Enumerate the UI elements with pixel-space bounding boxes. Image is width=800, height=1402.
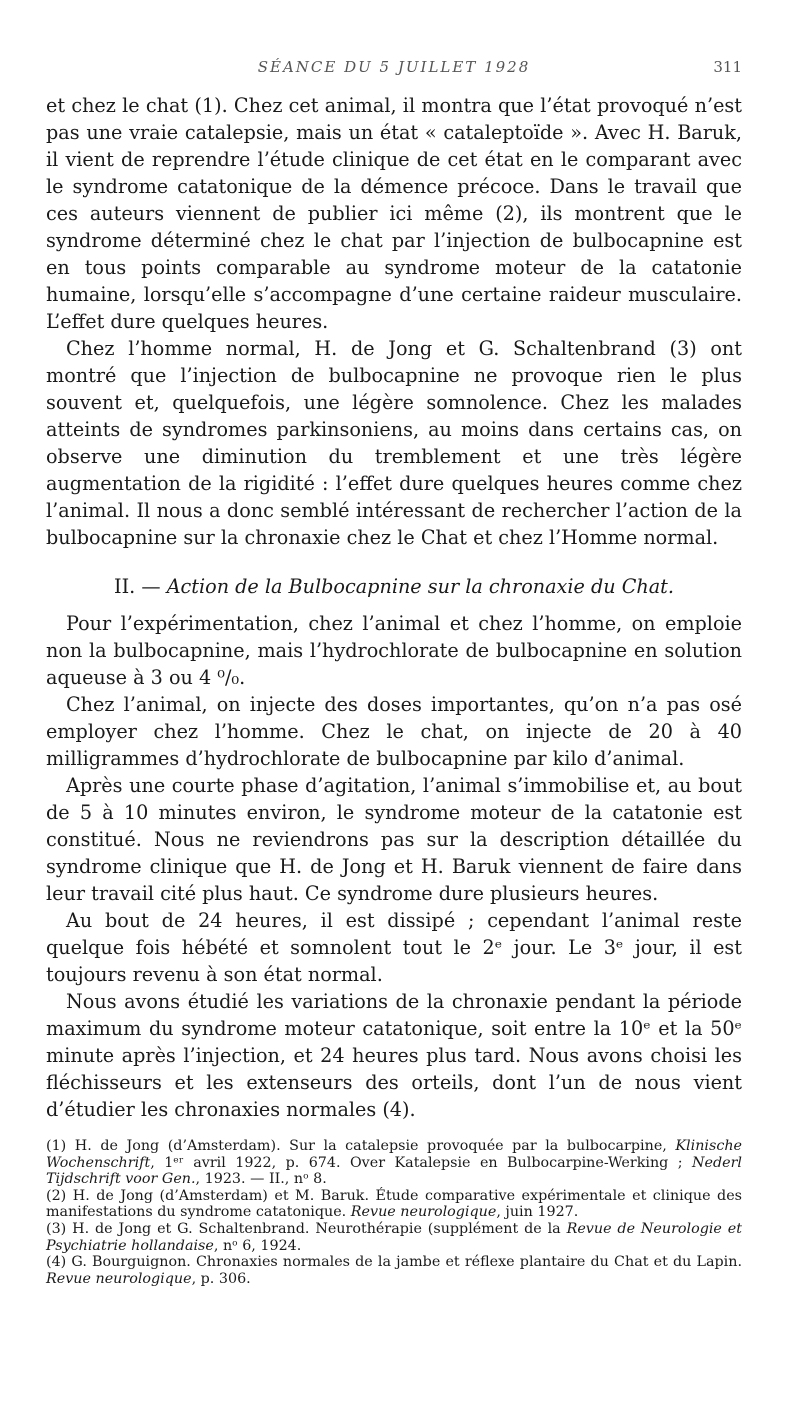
footnote-journal: Revue neurologique [46,1270,192,1287]
page-number: 311 [713,58,742,76]
footnote-4 [46,1254,742,1287]
footnotes [46,1138,742,1287]
footnote-text: (4) G. Bourguignon. Chronaxies normales de la jambe et réflexe plantaire du Chat et du Lapin. [46,1254,742,1271]
paragraph-7: Nous avons étudié les variations de la chronaxie pendant la période maximum du syndrome moteur catatonique, soit entre la 10ᵉ et la 50ᵉ minute après l’injection, et 24 heures plus tard. Nous avons choisi les fléchisseurs et les extenseurs des orteils, dont l’un de nous vient d’étudier les chronaxies normales (4). [46,990,742,1121]
footnote-journal: Nederl Tijdschrift voor Gen. [46,1154,742,1188]
footnote-3 [46,1221,742,1254]
footnote-text: (2) H. de Jong (d’Amsterdam) et M. Baruk. Étude comparative expérimentale et clinique des manifestations du syndrome catatonique. [46,1187,742,1221]
footnote-journal: Revue de Neurologie et Psychiatrie hollandaise [46,1220,742,1254]
footnote-journal: Revue neurologique [350,1204,497,1221]
section-numeral: II. [114,575,136,598]
paragraph-3: Pour l’expérimentation, chez l’animal et chez l’homme, on emploie non la bulbocapnine, mais l’hydrochlorate de bulbocapnine en solution aqueuse à 3 ou 4 ⁰/₀. [46,612,742,689]
section-dash: — [141,575,161,598]
footnote-text: , nᵒ 6, 1924. [213,1237,302,1254]
footnote-1 [46,1138,742,1188]
paragraph-4: Chez l’animal, on injecte des doses importantes, qu’on n’a pas osé employer chez l’homme. Chez le chat, on injecte de 20 à 40 milligrammes d’hydrochlorate de bulbocapnine par kilo d’animal. [46,693,742,770]
footnote-text: (3) H. de Jong et G. Schaltenbrand. Neurothérapie (supplément de la [46,1220,567,1237]
paragraph-2: Chez l’homme normal, H. de Jong et G. Schaltenbrand (3) ont montré que l’injection de bulbocapnine ne provoque rien le plus souvent et, quelquefois, une légère somnolence. Chez les malades atteints de syndromes parkinsoniens, au moins dans certains cas, on observe une diminution du tremblement et une très légère augmentation de la rigidité : l’effet dure quelques heures comme chez l’animal. Il nous a donc semblé intéressant de rechercher l’action de la bulbocapnine sur la chronaxie chez le Chat et chez l’Homme normal. [46,337,742,549]
footnote-2 [46,1188,742,1221]
section-title: Action de la Bulbocapnine sur la chronaxie du Chat. [166,575,674,598]
footnote-text: , juin 1927. [496,1204,579,1221]
paragraph-1: et chez le chat (1). Chez cet animal, il montra que l’état provoqué n’est pas une vraie catalepsie, mais un état « cataleptoïde ». Avec H. Baruk, il vient de reprendre l’étude clinique de cet état en le comparant avec le syndrome catatonique de la démence précoce. Dans le travail que ces auteurs viennent de publier ici même (2), ils montrent que le syndrome déterminé chez le chat par l’injection de bulbocapnine est en tous points comparable au syndrome moteur de la catatonie humaine, lorsqu’elle s’accompagne d’une certaine raideur musculaire. L’effet dure quelques heures. [46,94,742,333]
body-text [46,92,742,1123]
footnote-text: , 1ᵉʳ avril 1922, p. 674. Over Katalepsie en Bulbocarpine-Werking ; [150,1154,692,1171]
section-heading [46,573,742,600]
paragraph-5: Après une courte phase d’agitation, l’animal s’immobilise et, au bout de 5 à 10 minutes environ, le syndrome moteur de la catatonie est constitué. Nous ne reviendrons pas sur la description détaillée du syndrome clinique que H. de Jong et H. Baruk viennent de faire dans leur travail cité plus haut. Ce syndrome dure plusieurs heures. [46,774,742,905]
footnote-journal: Klinische Wochenschrift [46,1138,742,1171]
footnote-text: (1) H. de Jong (d’Amsterdam). Sur la catalepsie provoquée par la bulbocarpine, [46,1138,676,1154]
footnote-text: , p. 306. [191,1270,251,1287]
page-header [46,58,742,84]
paragraph-6: Au bout de 24 heures, il est dissipé ; cependant l’animal reste quelque fois hébété et somnolent tout le 2ᵉ jour. Le 3ᵉ jour, il est toujours revenu à son état normal. [46,909,742,986]
running-title: SÉANCE DU 5 JUILLET 1928 [257,58,531,76]
footnote-text: , 1923. — II., nᵒ 8. [195,1171,327,1188]
